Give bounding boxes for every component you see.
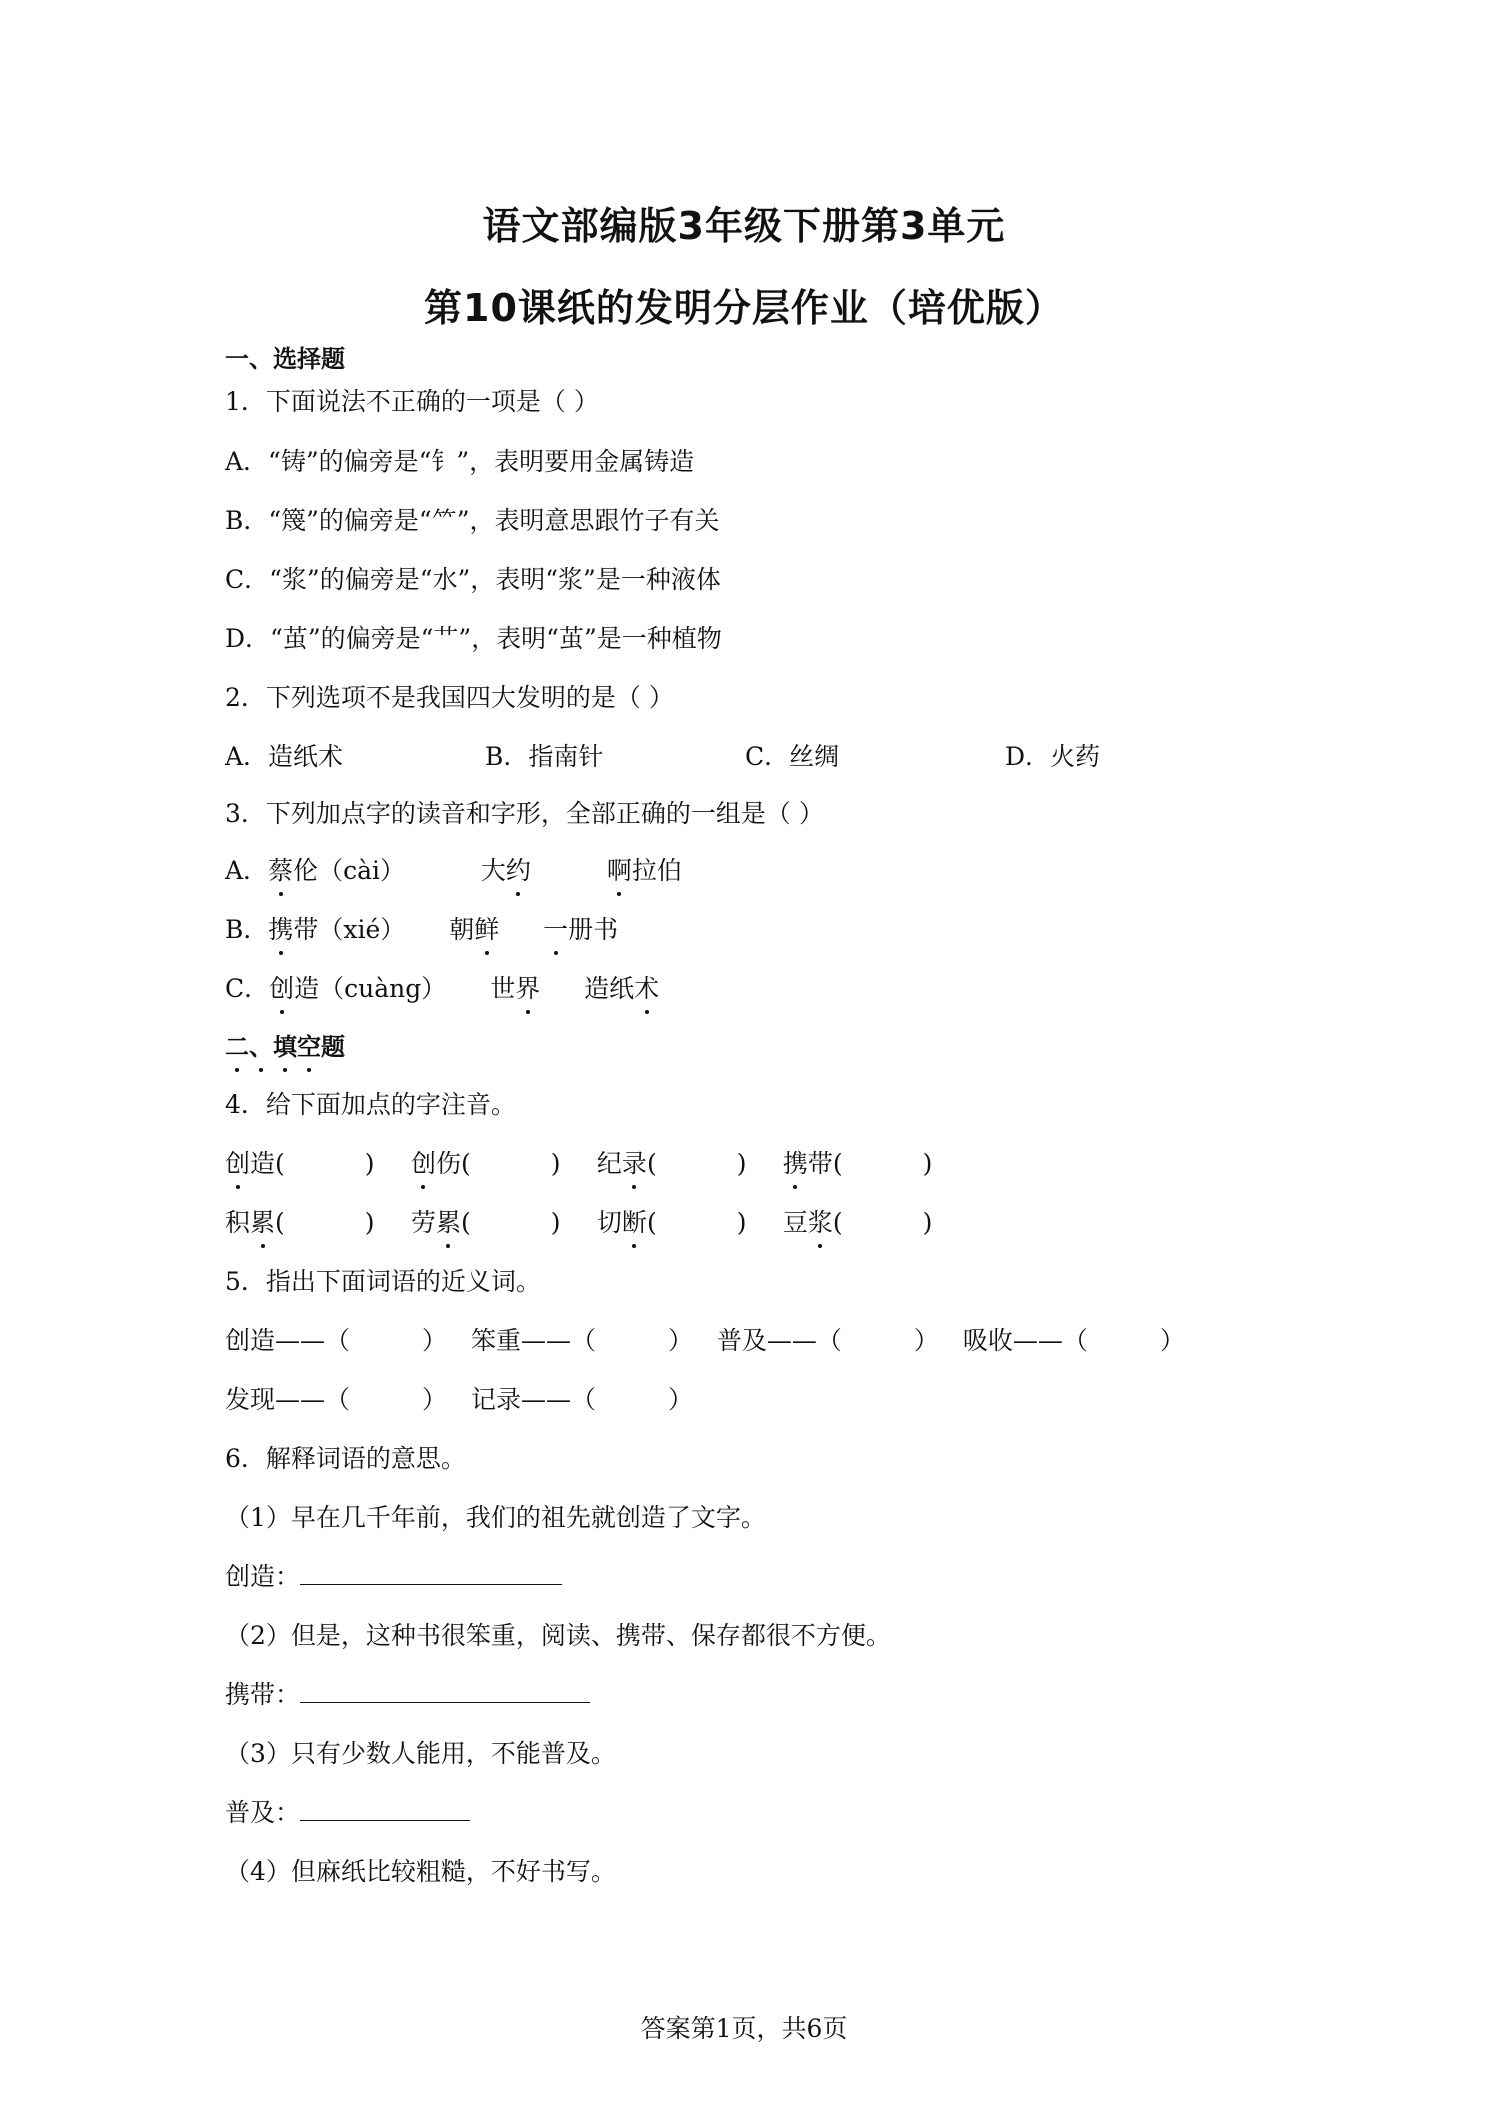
question-6-answer-1 bbox=[225, 1561, 562, 1593]
dotted-char: 创 bbox=[410, 1149, 436, 1178]
question-1-option-d: D．“茧”的偏旁是“艹”，表明“茧”是一种植物 bbox=[225, 624, 722, 653]
dotted-char: 浆 bbox=[807, 1208, 833, 1237]
question-3-option-c bbox=[225, 973, 659, 1005]
dotted-char: 、 bbox=[249, 1033, 273, 1061]
question-3-option-b bbox=[225, 914, 618, 946]
word-rest: ( bbox=[646, 1208, 657, 1237]
question-1-stem: 1．下面说法不正确的一项是（ ） bbox=[225, 387, 599, 416]
dotted-char: 累 bbox=[250, 1208, 276, 1237]
synonym-word: 普及——（ bbox=[716, 1326, 842, 1355]
word-lead: 造纸 bbox=[584, 974, 635, 1003]
word-lead: 纪 bbox=[596, 1149, 622, 1178]
pinyin-item bbox=[597, 1148, 775, 1180]
dotted-char: 界 bbox=[515, 974, 541, 1003]
question-2-stem: 2．下列选项不是我国四大发明的是（ ） bbox=[225, 683, 674, 712]
word-rest: 带( bbox=[807, 1149, 843, 1178]
question-6-sentence-3: （3）只有少数人能用，不能普及。 bbox=[225, 1739, 616, 1768]
dotted-char: 空 bbox=[297, 1033, 321, 1061]
question-3-stem: 3．下列加点字的读音和字形，全部正确的一组是（ ） bbox=[225, 799, 824, 828]
word-rest: 造( bbox=[250, 1149, 285, 1178]
dotted-char: 蔡 bbox=[268, 856, 294, 885]
word-rest: 造（cuàng） bbox=[294, 974, 447, 1003]
close-paren: ) bbox=[736, 1208, 747, 1237]
word-rest: ( bbox=[646, 1149, 657, 1178]
dotted-char: 二 bbox=[225, 1033, 249, 1061]
word-rest: 拉伯 bbox=[631, 856, 682, 885]
close-paren: ） bbox=[913, 1326, 939, 1355]
question-5-row-1 bbox=[225, 1325, 1201, 1357]
close-paren: ) bbox=[364, 1149, 375, 1178]
word-rest: ( bbox=[832, 1208, 843, 1237]
synonym-item bbox=[225, 1384, 463, 1416]
word-rest: 带（xié） bbox=[293, 915, 406, 944]
close-paren: ) bbox=[922, 1208, 933, 1237]
word-rest: ( bbox=[460, 1208, 471, 1237]
answer-label: 携带： bbox=[225, 1680, 301, 1709]
word-rest: 伦（cài） bbox=[293, 856, 405, 885]
question-5-stem: 5．指出下面词语的近义词。 bbox=[225, 1267, 541, 1296]
question-6-stem: 6．解释词语的意思。 bbox=[225, 1444, 466, 1473]
title-line-1: 语文部编版3年级下册第3单元 bbox=[482, 204, 1006, 248]
dotted-char: 约 bbox=[505, 856, 531, 885]
dotted-char: 创 bbox=[225, 1149, 251, 1178]
synonym-word: 吸收——（ bbox=[962, 1326, 1088, 1355]
synonym-item bbox=[717, 1325, 955, 1357]
close-paren: ) bbox=[736, 1149, 747, 1178]
synonym-item bbox=[963, 1325, 1201, 1357]
question-2-option-b: B．指南针 bbox=[485, 742, 604, 771]
synonym-word: 创造——（ bbox=[225, 1326, 351, 1355]
dotted-char: 录 bbox=[621, 1149, 647, 1178]
dotted-char: 携 bbox=[782, 1149, 808, 1178]
page-footer: 答案第1页，共6页 bbox=[640, 2014, 848, 2043]
word-rest: ( bbox=[275, 1208, 285, 1237]
question-6-answer-3 bbox=[225, 1797, 470, 1829]
question-6-sentence-1: （1）早在几千年前，我们的祖先就创造了文字。 bbox=[225, 1503, 766, 1532]
section-heading-choice: 一、选择题 bbox=[225, 345, 345, 373]
word-lead: 世 bbox=[490, 974, 516, 1003]
dotted-char: 鲜 bbox=[474, 915, 500, 944]
answer-blank[interactable] bbox=[300, 1562, 562, 1585]
synonym-word: 发现——（ bbox=[225, 1385, 351, 1414]
question-6-answer-2 bbox=[225, 1679, 590, 1711]
pinyin-item bbox=[225, 1148, 403, 1180]
close-paren: ） bbox=[667, 1326, 693, 1355]
word-rest: 伤( bbox=[435, 1149, 471, 1178]
word-rest: 册书 bbox=[568, 915, 619, 944]
pinyin-item bbox=[783, 1207, 961, 1239]
heading-char: 题 bbox=[321, 1033, 345, 1061]
question-2-option-d: D．火药 bbox=[1005, 742, 1101, 771]
word-lead: 切 bbox=[596, 1208, 622, 1237]
question-3-option-a bbox=[225, 855, 682, 887]
close-paren: ) bbox=[364, 1208, 375, 1237]
answer-blank[interactable] bbox=[300, 1798, 470, 1821]
question-4-row-2 bbox=[225, 1207, 961, 1239]
close-paren: ） bbox=[1159, 1326, 1185, 1355]
pinyin-item bbox=[411, 1148, 589, 1180]
question-6-sentence-4: （4）但麻纸比较粗糙，不好书写。 bbox=[225, 1857, 616, 1886]
dotted-char: 创 bbox=[269, 974, 295, 1003]
question-5-row-2 bbox=[225, 1384, 709, 1416]
dotted-char: 断 bbox=[621, 1208, 647, 1237]
dotted-char: 累 bbox=[435, 1208, 461, 1237]
synonym-item bbox=[471, 1325, 709, 1357]
word-lead: 积 bbox=[225, 1208, 251, 1237]
dotted-char: 一 bbox=[543, 915, 569, 944]
close-paren: ) bbox=[550, 1149, 561, 1178]
answer-label: 普及： bbox=[225, 1798, 301, 1827]
close-paren: ） bbox=[667, 1385, 693, 1414]
option-label: C． bbox=[225, 974, 270, 1003]
close-paren: ） bbox=[422, 1326, 448, 1355]
answer-label: 创造： bbox=[225, 1562, 301, 1591]
dotted-char: 携 bbox=[268, 915, 294, 944]
word-lead: 劳 bbox=[410, 1208, 436, 1237]
close-paren: ) bbox=[550, 1208, 561, 1237]
pinyin-item bbox=[597, 1207, 775, 1239]
pinyin-item bbox=[783, 1148, 961, 1180]
question-1-option-c: C．“浆”的偏旁是“水”，表明“浆”是一种液体 bbox=[225, 565, 721, 594]
word-lead: 大 bbox=[480, 856, 506, 885]
title-line-2: 第10课纸的发明分层作业（培优版） bbox=[424, 286, 1064, 330]
word-lead: 豆 bbox=[782, 1208, 808, 1237]
option-label: B． bbox=[225, 915, 269, 944]
close-paren: ） bbox=[422, 1385, 448, 1414]
question-1-option-a: A．“铸”的偏旁是“钅”，表明要用金属铸造 bbox=[225, 447, 695, 476]
synonym-item bbox=[471, 1384, 709, 1416]
word-lead: 朝 bbox=[449, 915, 475, 944]
answer-blank[interactable] bbox=[300, 1680, 590, 1703]
synonym-word: 笨重——（ bbox=[470, 1326, 596, 1355]
synonym-item bbox=[225, 1325, 463, 1357]
option-label: A． bbox=[225, 856, 269, 885]
pinyin-item bbox=[225, 1207, 403, 1239]
question-4-stem: 4．给下面加点的字注音。 bbox=[225, 1090, 516, 1119]
pinyin-item bbox=[411, 1207, 589, 1239]
synonym-word: 记录——（ bbox=[470, 1385, 596, 1414]
section-heading-fill-in bbox=[225, 1031, 345, 1063]
close-paren: ) bbox=[922, 1149, 933, 1178]
question-4-row-1 bbox=[225, 1148, 961, 1180]
question-1-option-b: B．“篾”的偏旁是“⺮”，表明意思跟竹子有关 bbox=[225, 506, 720, 535]
question-2-option-a: A．造纸术 bbox=[225, 742, 344, 771]
dotted-char: 啊 bbox=[606, 856, 632, 885]
question-6-sentence-2: （2）但是，这种书很笨重，阅读、携带、保存都很不方便。 bbox=[225, 1621, 891, 1650]
question-2-option-c: C．丝绸 bbox=[745, 742, 840, 771]
dotted-char: 术 bbox=[634, 974, 660, 1003]
dotted-char: 填 bbox=[273, 1033, 297, 1061]
